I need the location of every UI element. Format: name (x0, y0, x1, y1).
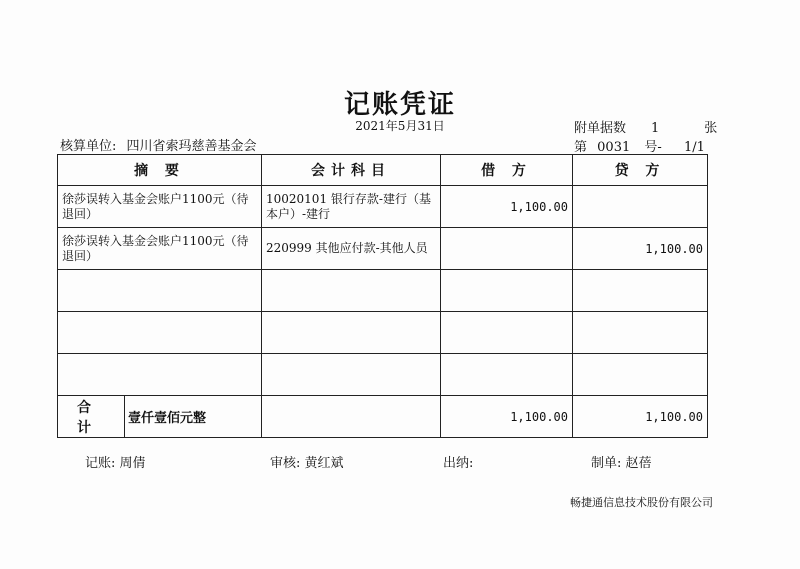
total-account-blank (262, 396, 441, 438)
row-account: 10020101 银行存款-建行（基本户）-建行 (262, 186, 441, 228)
voucher-date: 2021年5月31日 (355, 119, 445, 133)
total-amount-words: 壹仟壹佰元整 (124, 396, 261, 437)
row-debit (441, 228, 573, 270)
total-label: 合 计 (77, 399, 105, 436)
reviewer-signature: 审核: 黄红斌 (270, 456, 344, 471)
header-summary: 摘 要 (58, 155, 262, 186)
table-header-row (58, 155, 708, 186)
row-credit (573, 186, 708, 228)
total-debit: 1,100.00 (441, 396, 573, 438)
row-summary: 徐莎误转入基金会账户1100元（待退回） (58, 228, 262, 270)
preparer-signature: 制单: 赵蓓 (591, 456, 652, 471)
row-credit (573, 354, 708, 396)
header-credit: 贷 方 (573, 155, 708, 186)
table-row (58, 354, 708, 396)
row-summary (58, 354, 262, 396)
table-row (58, 270, 708, 312)
row-credit: 1,100.00 (573, 228, 708, 270)
row-account (262, 312, 441, 354)
attachment-count (574, 117, 717, 136)
row-summary (58, 270, 262, 312)
row-debit (441, 354, 573, 396)
attachment-number: 1 (651, 121, 660, 136)
row-debit: 1,100.00 (441, 186, 573, 228)
row-account: 220999 其他应付款-其他人员 (262, 228, 441, 270)
attachment-label: 附单据数 (574, 121, 627, 136)
row-account (262, 354, 441, 396)
voucher-title: 记账凭证 (343, 90, 456, 120)
row-summary: 徐莎误转入基金会账户1100元（待退回） (58, 186, 262, 228)
voucher-page: 1/1 (683, 140, 705, 155)
voucher-table (57, 154, 708, 438)
total-row (58, 396, 708, 438)
bookkeeper-signature: 记账: 周倩 (85, 456, 146, 471)
voucher-number (574, 136, 705, 155)
voucher-prefix: 第 (574, 140, 588, 155)
row-debit (441, 312, 573, 354)
table-row (58, 312, 708, 354)
table-row (58, 186, 708, 228)
voucher-suffix: 号- (644, 140, 662, 155)
accounting-unit-label: 核算单位: (60, 139, 117, 154)
voucher-number-value: 0031 (597, 140, 631, 155)
row-summary (58, 312, 262, 354)
accounting-unit (60, 135, 257, 154)
row-credit (573, 312, 708, 354)
total-credit: 1,100.00 (573, 396, 708, 438)
row-account (262, 270, 441, 312)
row-credit (573, 270, 708, 312)
total-cell (58, 396, 262, 438)
row-debit (441, 270, 573, 312)
header-debit: 借 方 (441, 155, 573, 186)
header-account: 会计科目 (262, 155, 441, 186)
table-row (58, 228, 708, 270)
software-company: 畅捷通信息技术股份有限公司 (570, 496, 713, 509)
cashier-signature: 出纳: (443, 456, 474, 471)
accounting-unit-value: 四川省索玛慈善基金会 (126, 139, 257, 154)
attachment-unit: 张 (704, 121, 718, 136)
